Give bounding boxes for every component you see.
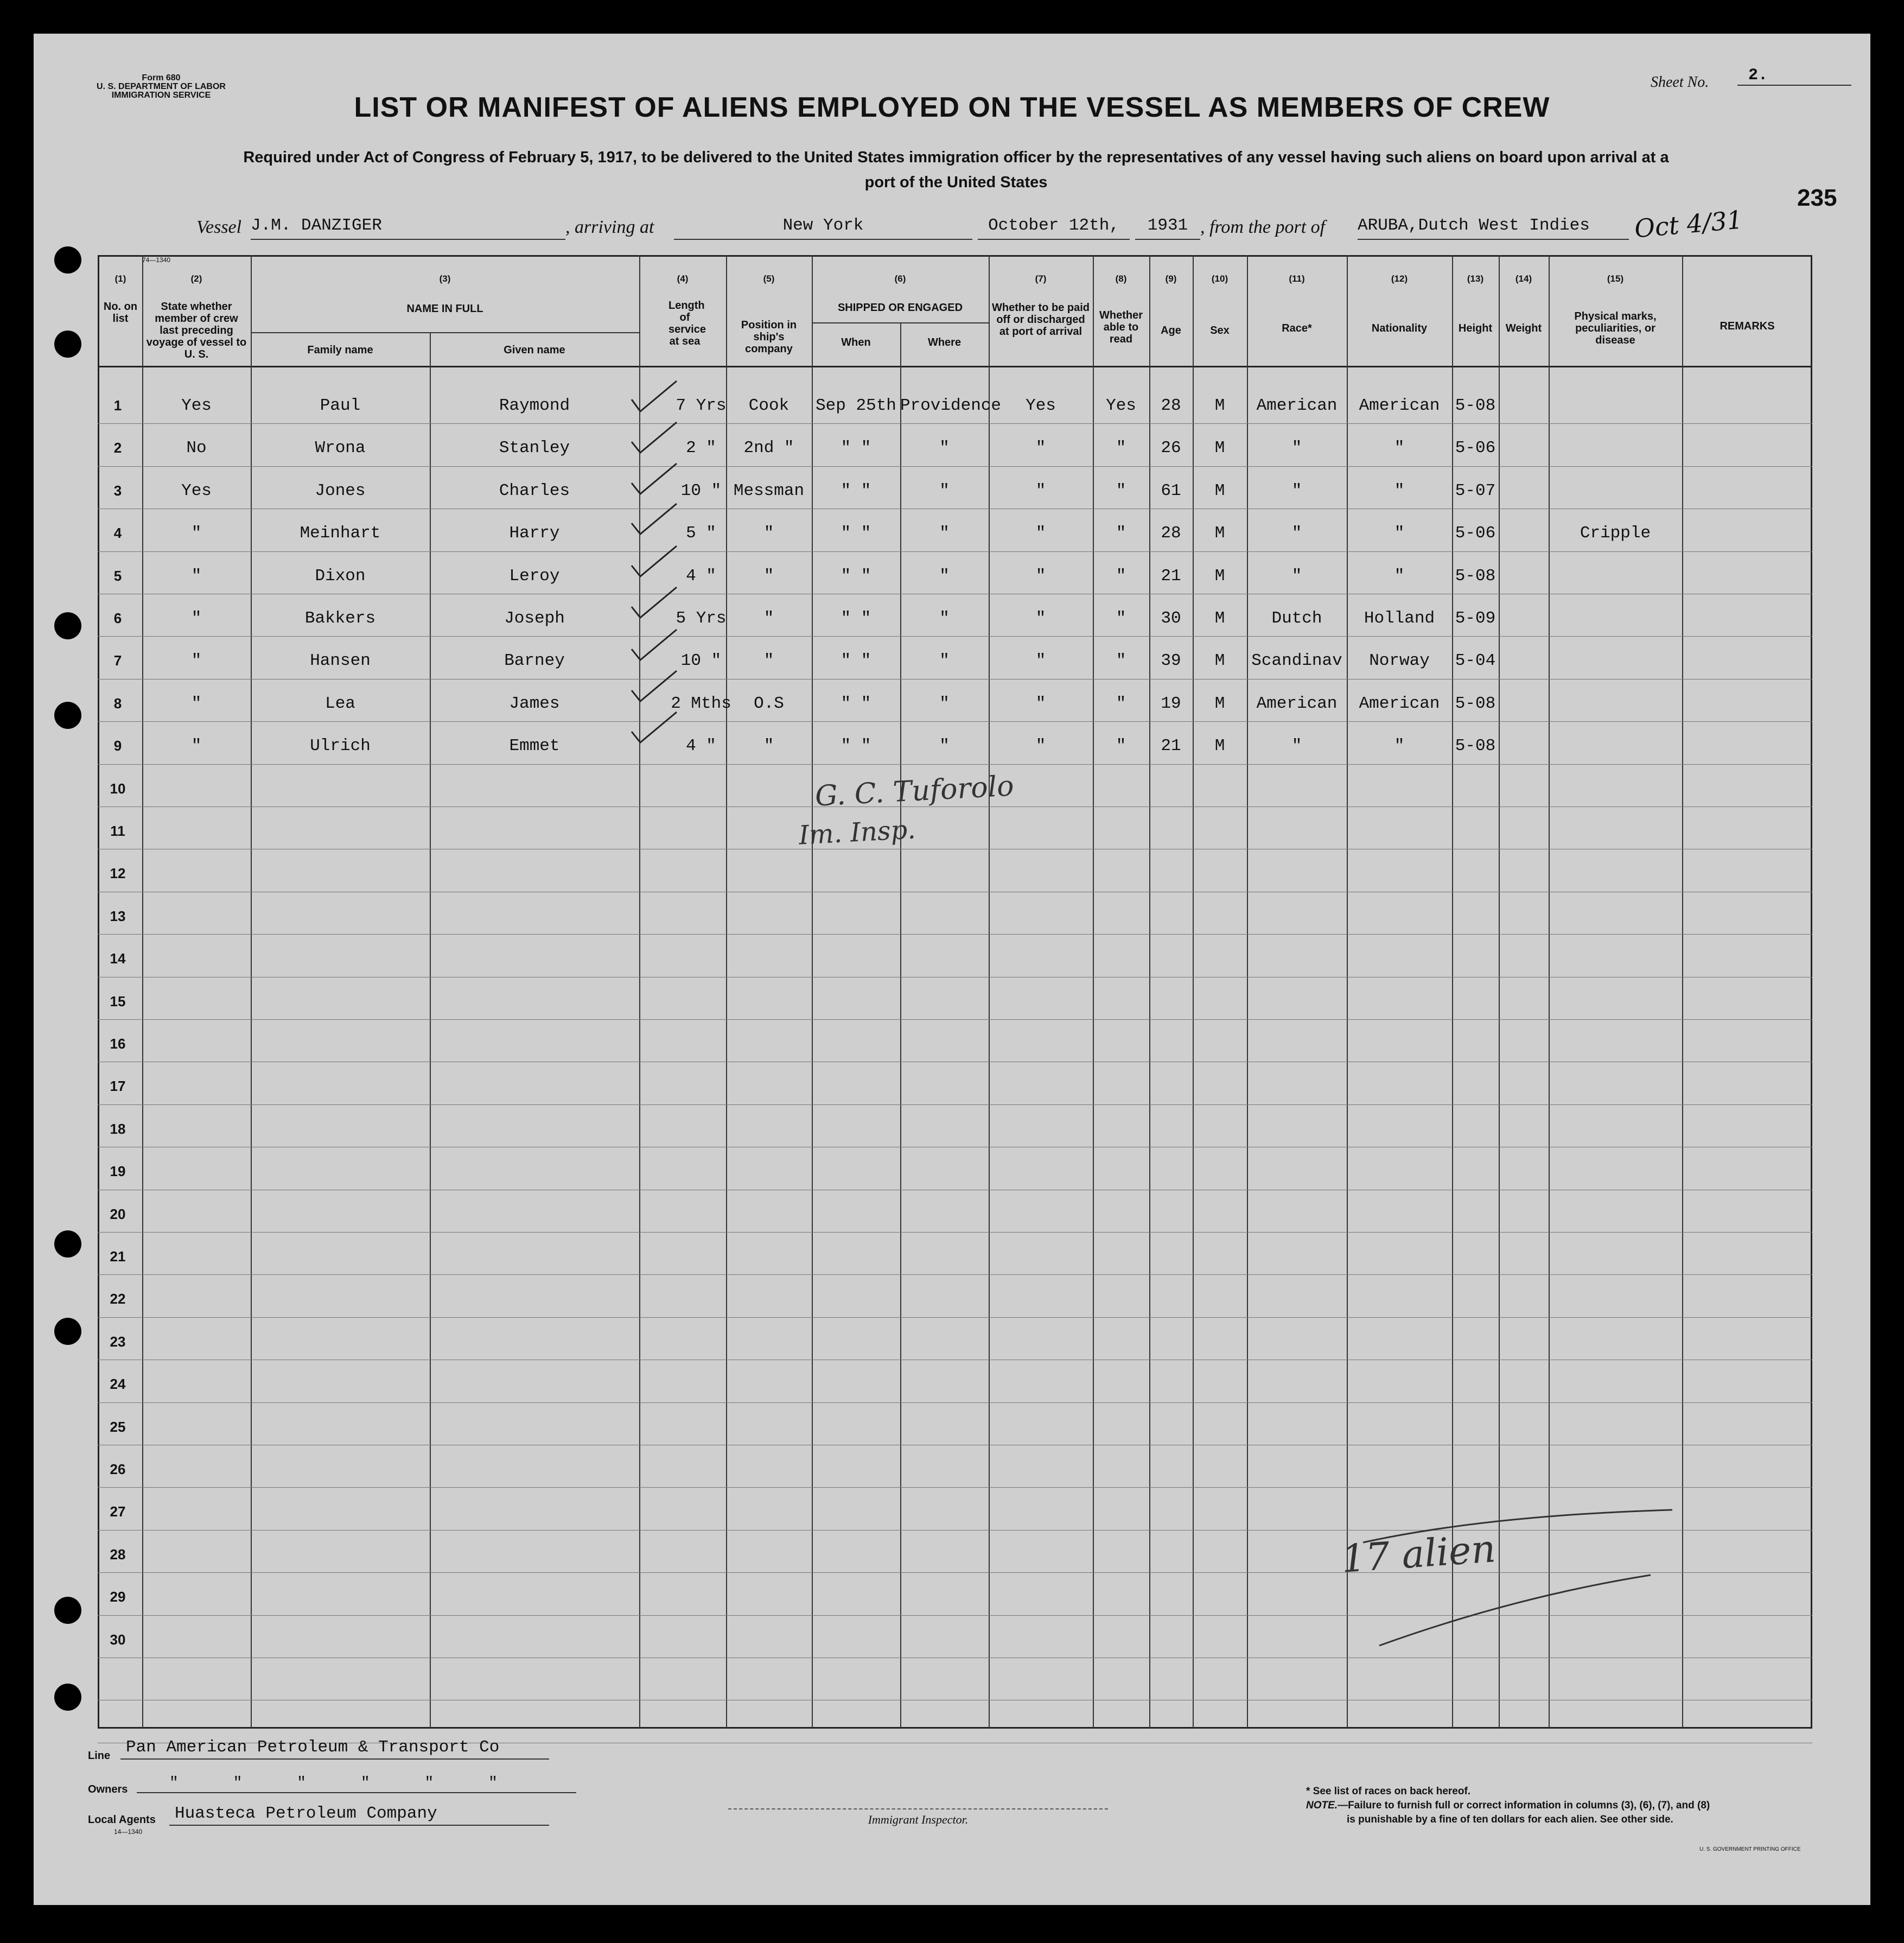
cell-prev: No: [186, 439, 207, 458]
cell-prev: ": [191, 567, 202, 586]
note-races: * See list of races on back hereof.: [1306, 1786, 1471, 1797]
note-line1: [1306, 1800, 1710, 1812]
cell-nationality: Norway: [1369, 651, 1430, 670]
cell-when: " ": [840, 567, 871, 586]
row-number: 5: [113, 568, 122, 584]
where-header: Where: [927, 336, 961, 348]
cell-race: ": [1291, 439, 1302, 458]
owners-label: Owners: [88, 1783, 128, 1795]
cell-height: 5-06: [1455, 524, 1496, 543]
column-divider: [251, 255, 252, 1729]
cell-paid: ": [1035, 481, 1046, 500]
family-name-header: Family name: [307, 344, 373, 356]
cell-age: 26: [1161, 439, 1181, 458]
cell-given: Charles: [499, 481, 570, 500]
cell-when: " ": [840, 651, 871, 670]
cell-age: 61: [1161, 481, 1181, 500]
cell-sex: M: [1214, 524, 1225, 543]
form-code: 74—1340: [142, 256, 171, 264]
cell-family: Meinhart: [300, 524, 381, 543]
row-number: 25: [110, 1419, 126, 1435]
cell-read: ": [1116, 439, 1126, 458]
row-divider: [98, 1232, 1812, 1233]
cell-given: Harry: [509, 524, 560, 543]
cell-race: Scandinav: [1251, 651, 1342, 670]
handwritten-count: 17 alien: [1340, 1526, 1497, 1582]
row-divider: [98, 934, 1812, 935]
col14-number: (14): [1515, 274, 1532, 284]
cell-position: Messman: [733, 481, 805, 500]
owners-value: " " " " " ": [137, 1775, 576, 1793]
inspector-signature-2: Im. Insp.: [798, 814, 916, 851]
row-number: 22: [110, 1291, 126, 1307]
cell-age: 28: [1161, 524, 1181, 543]
row-divider: [98, 551, 1812, 552]
row-number: 8: [113, 695, 122, 712]
col9-number: (9): [1165, 274, 1177, 284]
inspector-label: Immigrant Inspector.: [868, 1813, 969, 1826]
cell-length: 4 ": [686, 567, 716, 586]
cell-position: ": [763, 651, 774, 670]
vessel-line: [196, 205, 1770, 244]
row-number: 12: [110, 865, 126, 881]
col8-header: Whether able to read: [1099, 309, 1143, 345]
cell-family: Bakkers: [304, 609, 376, 628]
cell-race: ": [1291, 481, 1302, 500]
cell-family: Wrona: [315, 439, 366, 458]
col1-number: (1): [114, 274, 126, 284]
cell-family: Lea: [325, 694, 355, 713]
col1-header: No. on list: [103, 301, 138, 325]
cell-read: ": [1116, 567, 1126, 586]
page-stamp: 235: [1797, 185, 1837, 211]
col13-number: (13): [1467, 274, 1484, 284]
col15-number: (15): [1607, 274, 1624, 284]
cell-height: 5-04: [1455, 651, 1496, 670]
col4-number: (4): [677, 274, 689, 284]
cell-race: ": [1291, 567, 1302, 586]
agents-label: Local Agents: [88, 1814, 156, 1826]
col10-header: Sex: [1210, 325, 1230, 336]
cell-family: Paul: [320, 396, 361, 415]
cell-given: Emmet: [509, 736, 560, 755]
col12-header: Nationality: [1371, 322, 1428, 334]
cell-where: ": [939, 481, 950, 500]
cell-nationality: ": [1394, 567, 1405, 586]
col15-header: Physical marks, peculiarities, or disease: [1574, 310, 1657, 346]
row-number: 19: [110, 1163, 126, 1179]
cell-paid: Yes: [1026, 396, 1056, 415]
arrival-year: 1931: [1135, 216, 1200, 240]
cell-paid: ": [1035, 609, 1046, 628]
cell-position: ": [763, 736, 774, 755]
cell-race: ": [1291, 736, 1302, 755]
col5-number: (5): [763, 274, 775, 284]
cell-race: American: [1256, 694, 1338, 713]
col4-header: Length of service at sea: [668, 300, 706, 347]
row-number: 29: [110, 1589, 126, 1605]
col9-header: Age: [1161, 325, 1181, 336]
agents-code: 14—1340: [114, 1828, 143, 1836]
remarks-header: REMARKS: [1720, 320, 1775, 332]
service: IMMIGRATION SERVICE: [111, 91, 211, 100]
subtitle-line1: Required under Act of Congress of February 5, 1917, to be delivered to the United States immigration officer by the representatives of any vessel having such aliens on board upon arrival at a: [243, 149, 1669, 166]
cell-prev: ": [191, 694, 202, 713]
cell-sex: M: [1214, 439, 1225, 458]
row-divider: [98, 1019, 1812, 1020]
row-number: 15: [110, 993, 126, 1009]
cell-paid: ": [1035, 651, 1046, 670]
manifest-sheet: [34, 34, 1870, 1905]
row-divider: [98, 764, 1812, 765]
cell-where: ": [939, 694, 950, 713]
row-number: 27: [110, 1503, 126, 1520]
col3-number: (3): [439, 274, 451, 284]
from-port: ARUBA,Dutch West Indies: [1358, 216, 1629, 240]
cell-read: Yes: [1106, 396, 1136, 415]
col10-number: (10): [1211, 274, 1228, 284]
given-name-header: Given name: [504, 344, 565, 356]
col6-header: SHIPPED OR ENGAGED: [837, 302, 963, 314]
cell-read: ": [1116, 481, 1126, 500]
punch-hole: [54, 1318, 81, 1345]
arriving-label: , arriving at: [565, 217, 654, 237]
row-divider: [98, 1104, 1812, 1105]
cell-when: " ": [840, 694, 871, 713]
cell-paid: ": [1035, 439, 1046, 458]
cell-length: 2 Mths: [671, 694, 731, 713]
cell-position: 2nd ": [743, 439, 794, 458]
cell-sex: M: [1214, 567, 1225, 586]
row-number: 28: [110, 1546, 126, 1563]
cell-given: Joseph: [504, 609, 565, 628]
col13-header: Height: [1458, 322, 1493, 334]
cell-nationality: ": [1394, 524, 1405, 543]
cell-position: O.S: [754, 694, 784, 713]
cell-nationality: ": [1394, 481, 1405, 500]
cell-where: ": [939, 524, 950, 543]
row-divider: [98, 1317, 1812, 1318]
col6-number: (6): [894, 274, 906, 284]
cell-nationality: American: [1359, 396, 1440, 415]
cell-given: Leroy: [509, 567, 560, 586]
punch-hole: [54, 702, 81, 729]
cell-marks: Cripple: [1580, 524, 1651, 543]
cell-position: ": [763, 609, 774, 628]
cell-age: 21: [1161, 567, 1181, 586]
page-title: LIST OR MANIFEST OF ALIENS EMPLOYED ON THE VESSEL AS MEMBERS OF CREW: [354, 92, 1550, 123]
column-divider: [1247, 255, 1248, 1729]
cell-age: 30: [1161, 609, 1181, 628]
col2-number: (2): [190, 274, 202, 284]
cell-read: ": [1116, 609, 1126, 628]
column-divider: [989, 255, 990, 1729]
col7-number: (7): [1035, 274, 1047, 284]
cell-sex: M: [1214, 736, 1225, 755]
row-number: 26: [110, 1461, 126, 1477]
col5-header: Position in ship's company: [741, 319, 797, 355]
col7-header: Whether to be paid off or discharged at port of arrival: [992, 302, 1090, 338]
inspector-signature-1: G. C. Tuforolo: [814, 770, 1015, 813]
cell-length: 2 ": [686, 439, 716, 458]
row-number: 21: [110, 1248, 126, 1265]
cell-position: ": [763, 524, 774, 543]
row-number: 3: [113, 482, 122, 499]
cell-race: ": [1291, 524, 1302, 543]
cell-given: Barney: [504, 651, 565, 670]
cell-given: James: [509, 694, 560, 713]
vessel-name: J.M. DANZIGER: [251, 216, 565, 240]
row-number: 23: [110, 1334, 126, 1350]
cell-nationality: ": [1394, 736, 1405, 755]
punch-hole: [54, 1684, 81, 1711]
cell-length: 5 Yrs: [676, 609, 727, 628]
cell-prev: ": [191, 609, 202, 628]
row-number: 18: [110, 1121, 126, 1137]
row-divider: [98, 636, 1812, 637]
cell-prev: Yes: [181, 396, 212, 415]
cell-when: " ": [840, 439, 871, 458]
cell-nationality: Holland: [1364, 609, 1435, 628]
punch-hole: [54, 331, 81, 358]
subtitle-line2: port of the United States: [864, 174, 1048, 191]
cell-sex: M: [1214, 651, 1225, 670]
cell-paid: ": [1035, 567, 1046, 586]
column-divider: [142, 255, 143, 1729]
arriving-port: New York: [674, 216, 972, 240]
cell-where: ": [939, 567, 950, 586]
cell-sex: M: [1214, 481, 1225, 500]
row-divider: [98, 1402, 1812, 1403]
row-divider: [98, 466, 1812, 467]
cell-nationality: ": [1394, 439, 1405, 458]
cell-height: 5-09: [1455, 609, 1496, 628]
cell-sex: M: [1214, 396, 1225, 415]
cell-where: ": [939, 609, 950, 628]
column-divider: [726, 255, 727, 1729]
cell-when: " ": [840, 481, 871, 500]
column-divider: [812, 255, 813, 1729]
cell-age: 39: [1161, 651, 1181, 670]
vessel-label: Vessel: [196, 217, 242, 237]
cell-where: ": [939, 651, 950, 670]
cell-family: Hansen: [310, 651, 371, 670]
row-number: 6: [113, 610, 122, 626]
printer-credit: U. S. GOVERNMENT PRINTING OFFICE: [1699, 1846, 1801, 1852]
col12-number: (12): [1391, 274, 1408, 284]
sheet-label: Sheet No.: [1651, 74, 1709, 91]
row-number: 7: [113, 652, 122, 669]
row-number: 17: [110, 1078, 126, 1094]
cell-position: ": [763, 567, 774, 586]
note-label: NOTE.: [1306, 1800, 1338, 1811]
agents-value: Huasteca Petroleum Company: [169, 1804, 549, 1826]
cell-given: Stanley: [499, 439, 570, 458]
row-divider: [98, 423, 1812, 424]
sheet-number: 2.: [1737, 66, 1851, 86]
col2-header: State whether member of crew last preceding voyage of vessel to U. S.: [146, 301, 247, 360]
note-line2: is punishable by a fine of ten dollars for each alien. See other side.: [1347, 1814, 1673, 1825]
when-header: When: [841, 336, 871, 348]
cell-prev: Yes: [181, 481, 212, 500]
cell-length: 5 ": [686, 524, 716, 543]
cell-age: 19: [1161, 694, 1181, 713]
cell-where: ": [939, 439, 950, 458]
cell-paid: ": [1035, 694, 1046, 713]
punch-hole: [54, 246, 81, 274]
arrival-date: October 12th,: [978, 216, 1130, 240]
cell-when: " ": [840, 524, 871, 543]
cell-height: 5-07: [1455, 481, 1496, 500]
cell-where: ": [939, 736, 950, 755]
cell-family: Dixon: [315, 567, 366, 586]
cell-read: ": [1116, 736, 1126, 755]
cell-length: 10 ": [680, 481, 722, 500]
cell-race: American: [1256, 396, 1338, 415]
column-divider: [1149, 255, 1150, 1729]
cell-length: 4 ": [686, 736, 716, 755]
cell-paid: ": [1035, 524, 1046, 543]
cell-family: Jones: [315, 481, 366, 500]
col8-number: (8): [1115, 274, 1127, 284]
cell-race: Dutch: [1271, 609, 1322, 628]
cell-position: Cook: [748, 396, 789, 415]
cell-sex: M: [1214, 609, 1225, 628]
col11-number: (11): [1289, 274, 1305, 284]
cell-height: 5-08: [1455, 567, 1496, 586]
form-id: Form 680: [142, 73, 181, 82]
handwritten-date: Oct 4/31: [1633, 205, 1744, 244]
cell-paid: ": [1035, 736, 1046, 755]
cell-given: Raymond: [499, 396, 570, 415]
cell-read: ": [1116, 694, 1126, 713]
row-number: 4: [113, 525, 122, 541]
cell-when: Sep 25th: [816, 396, 896, 415]
cell-prev: ": [191, 736, 202, 755]
cell-where: Providence: [900, 396, 1002, 415]
punch-hole: [54, 1230, 81, 1258]
cell-height: 5-08: [1455, 694, 1496, 713]
row-number: 10: [110, 780, 126, 797]
checkmark-overlay: [625, 376, 706, 810]
row-number: 14: [110, 950, 126, 967]
line-label: Line: [88, 1750, 111, 1762]
punch-hole: [54, 612, 81, 639]
cell-when: " ": [840, 609, 871, 628]
cell-family: Ulrich: [310, 736, 371, 755]
row-divider: [98, 721, 1812, 722]
col3-header: NAME IN FULL: [406, 303, 483, 315]
punch-hole: [54, 1597, 81, 1624]
cell-when: " ": [840, 736, 871, 755]
row-number: 2: [113, 440, 122, 456]
col14-header: Weight: [1505, 322, 1542, 334]
cell-length: 10 ": [680, 651, 722, 670]
column-divider: [1093, 255, 1094, 1729]
from-label: , from the port of: [1200, 217, 1326, 237]
cell-height: 5-08: [1455, 396, 1496, 415]
cell-age: 28: [1161, 396, 1181, 415]
row-number: 24: [110, 1376, 126, 1392]
cell-height: 5-06: [1455, 439, 1496, 458]
cell-prev: ": [191, 651, 202, 670]
row-divider: [98, 679, 1812, 680]
row-number: 13: [110, 908, 126, 924]
row-number: 30: [110, 1631, 126, 1648]
cell-read: ": [1116, 651, 1126, 670]
note-text1: —Failure to furnish full or correct information in columns (3), (6), (7), and (8): [1338, 1800, 1710, 1811]
cell-read: ": [1116, 524, 1126, 543]
cell-sex: M: [1214, 694, 1225, 713]
col11-header: Race*: [1282, 322, 1312, 334]
cell-height: 5-08: [1455, 736, 1496, 755]
cell-age: 21: [1161, 736, 1181, 755]
row-number: 9: [113, 738, 122, 754]
cell-length: 7 Yrs: [676, 396, 727, 415]
line-value: Pan American Petroleum & Transport Co: [120, 1738, 549, 1760]
column-divider: [1193, 255, 1194, 1729]
row-number: 16: [110, 1036, 126, 1052]
department: U. S. DEPARTMENT OF LABOR: [97, 82, 226, 91]
row-number: 20: [110, 1206, 126, 1222]
cell-nationality: American: [1359, 694, 1440, 713]
row-number: 1: [113, 397, 122, 414]
row-divider: [98, 1274, 1812, 1275]
row-number: 11: [110, 823, 125, 839]
cell-prev: ": [191, 524, 202, 543]
